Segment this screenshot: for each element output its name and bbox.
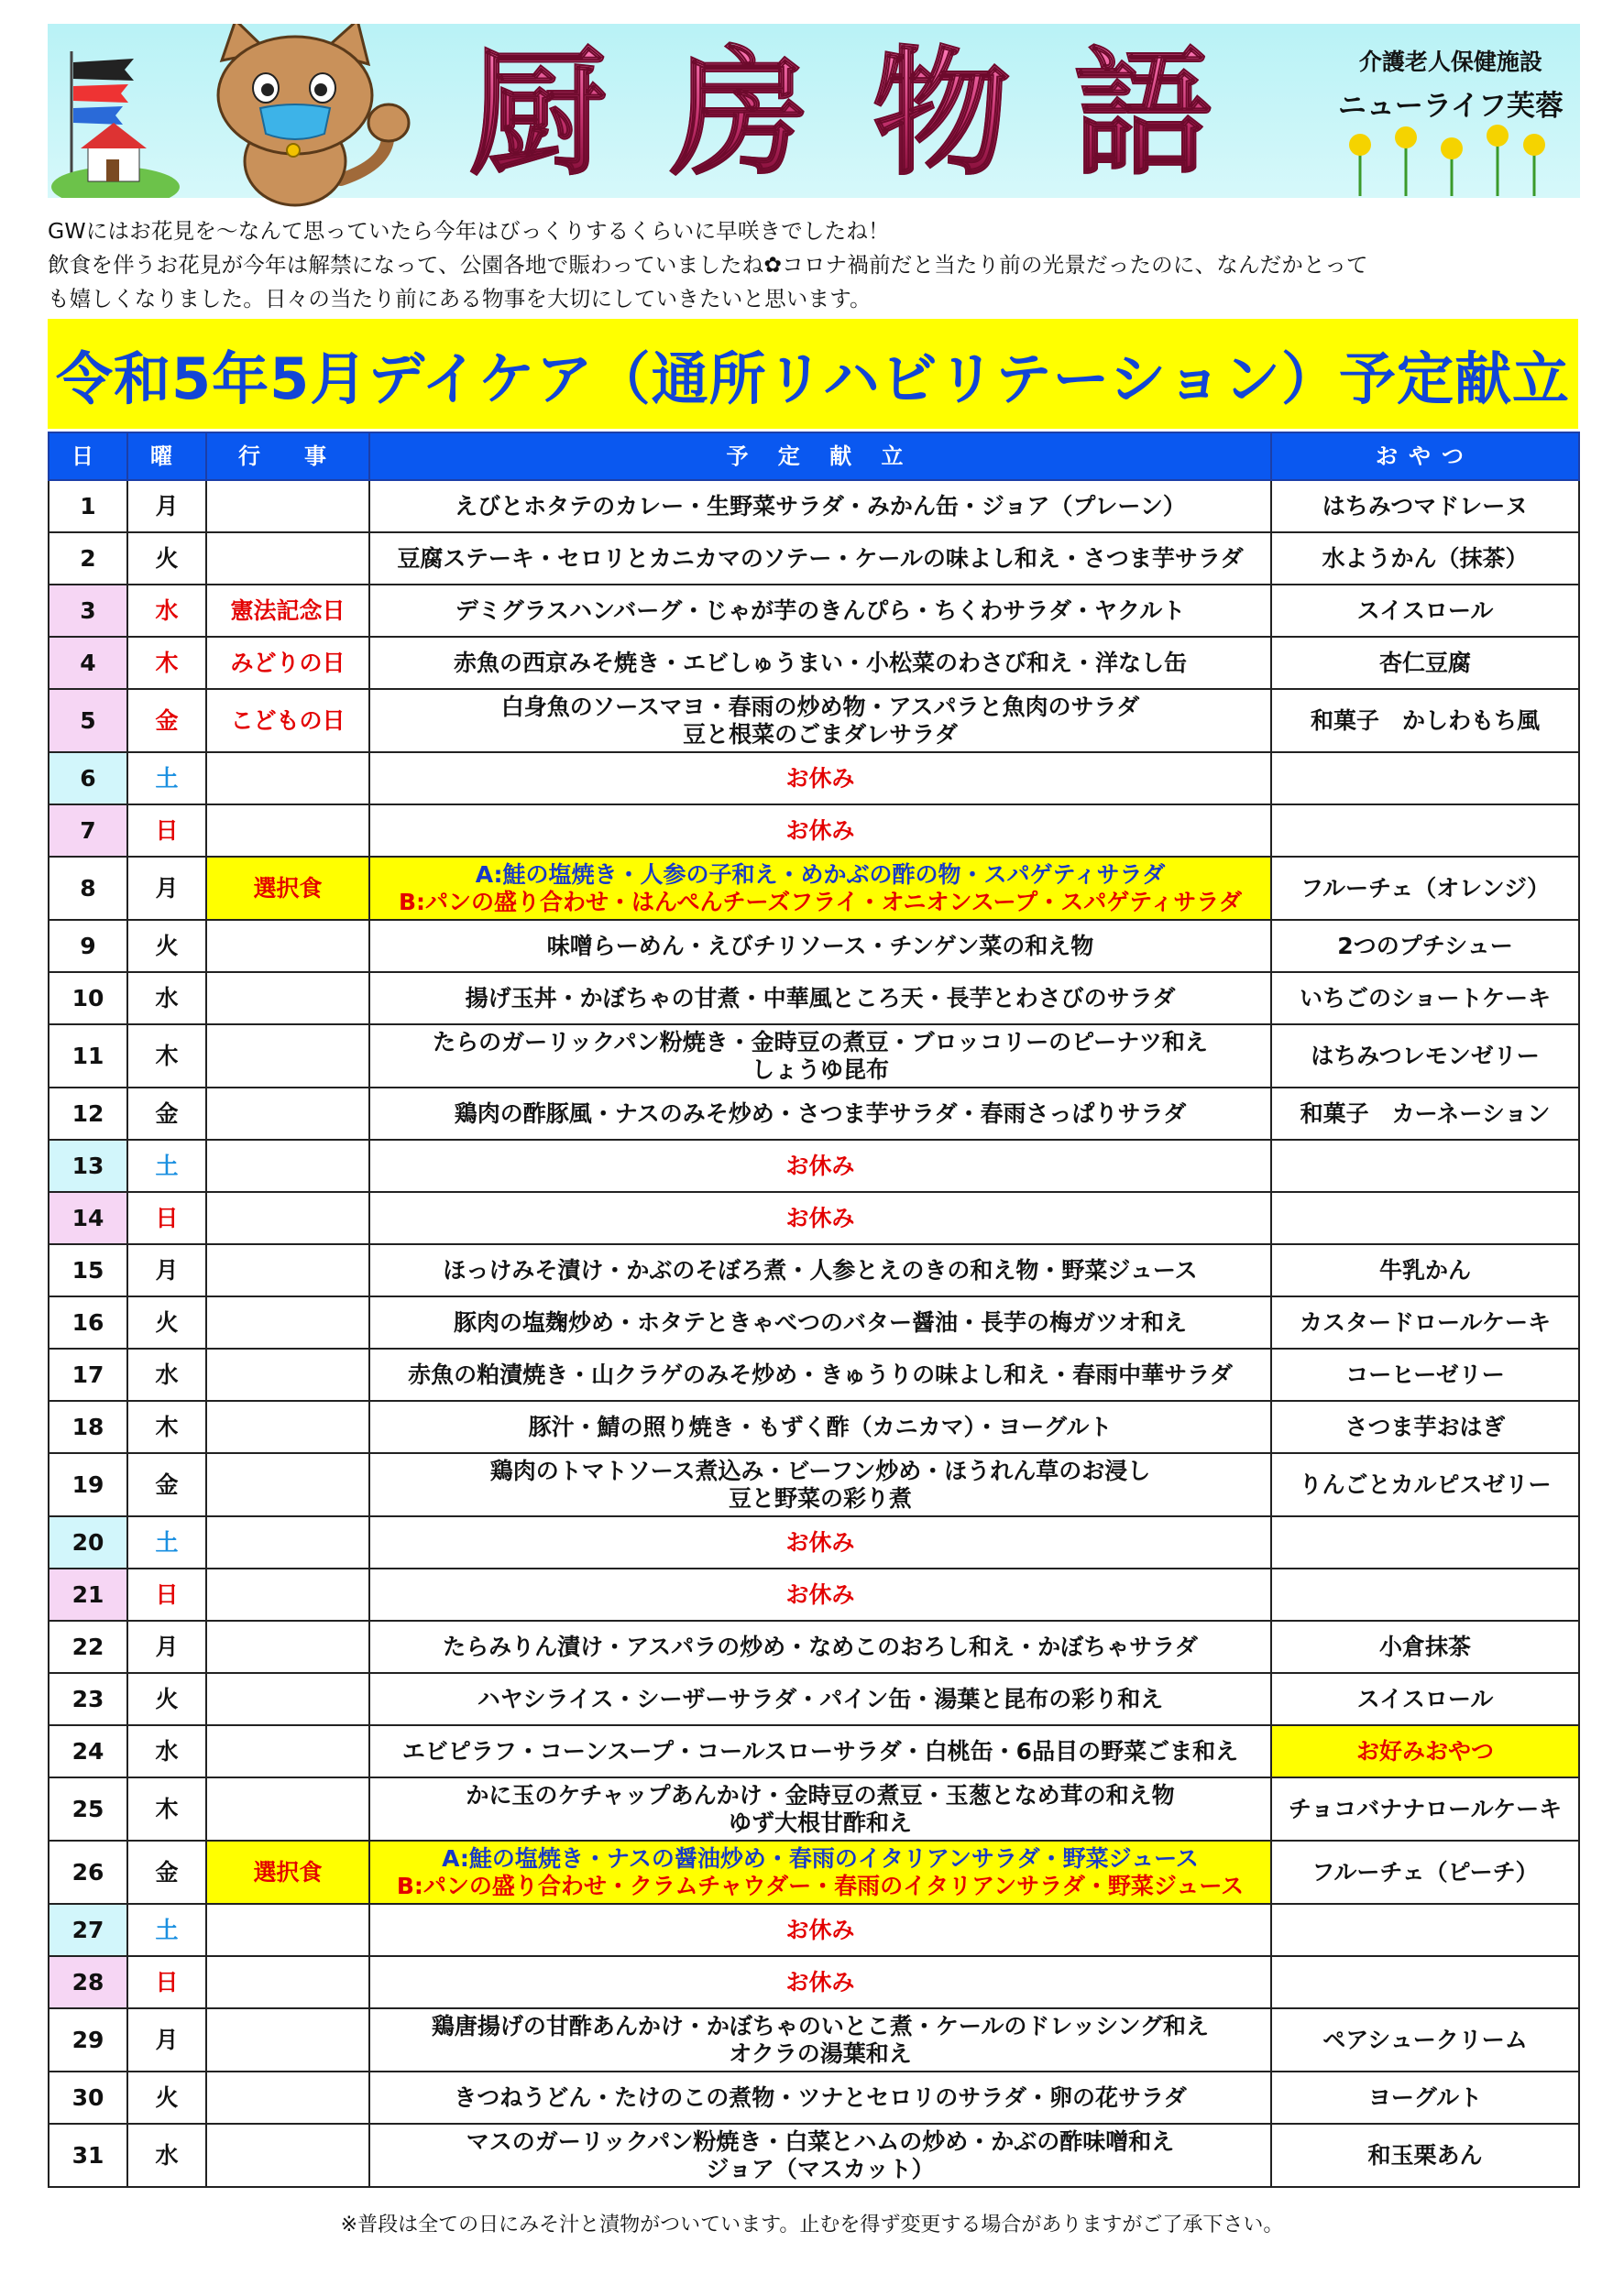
masthead-char: 房	[671, 33, 809, 194]
event-cell: 選択食	[206, 1841, 369, 1904]
menu-option-a: A:鮭の塩焼き・人参の子和え・めかぶの酢の物・スパゲティサラダ	[475, 860, 1166, 888]
menu-cell: お休み	[369, 1516, 1271, 1569]
event-cell	[206, 1725, 369, 1777]
table-row	[49, 1296, 1579, 1349]
menu-cell	[369, 2124, 1271, 2187]
menu-line: 豆腐ステーキ・セロリとカニカマのソテー・ケールの味よし和え・さつま芋サラダ	[397, 544, 1244, 572]
weekday-cell: 火	[127, 532, 206, 585]
menu-line: ほっけみそ漬け・かぶのそぼろ煮・人参とえのきの和え物・野菜ジュース	[443, 1256, 1198, 1284]
weekday-cell: 月	[127, 857, 206, 920]
snack-cell: カスタードロールケーキ	[1271, 1296, 1579, 1349]
day-cell: 31	[49, 2124, 127, 2187]
header-event: 行 事	[206, 432, 369, 480]
snack-cell: 水ようかん（抹茶）	[1271, 532, 1579, 585]
masthead-title	[469, 31, 1212, 196]
rapeseed-flower-icon	[1342, 123, 1553, 196]
menu-cell: お休み	[369, 1904, 1271, 1956]
menu-line: かに玉のケチャップあんかけ・金時豆の煮豆・玉葱となめ茸の和え物	[466, 1781, 1175, 1809]
table-row	[49, 2008, 1579, 2072]
day-cell: 20	[49, 1516, 127, 1569]
day-cell: 9	[49, 920, 127, 972]
day-cell: 3	[49, 585, 127, 637]
header-day: 日	[49, 432, 127, 480]
day-cell: 4	[49, 637, 127, 689]
weekday-cell: 月	[127, 480, 206, 532]
weekday-cell: 木	[127, 1401, 206, 1453]
menu-line: ジョア（マスカット）	[706, 2155, 935, 2182]
event-cell	[206, 1956, 369, 2008]
snack-cell: 杏仁豆腐	[1271, 637, 1579, 689]
menu-line: えびとホタテのカレー・生野菜サラダ・みかん缶・ジョア（プレーン）	[455, 492, 1186, 519]
menu-cell	[369, 532, 1271, 585]
table-row	[49, 1192, 1579, 1244]
menu-line: ハヤシライス・シーザーサラダ・パイン缶・湯葉と昆布の彩り和え	[477, 1685, 1164, 1712]
snack-cell	[1271, 804, 1579, 857]
menu-cell: お休み	[369, 1569, 1271, 1621]
event-cell: みどりの日	[206, 637, 369, 689]
snack-cell	[1271, 1516, 1579, 1569]
day-cell: 11	[49, 1024, 127, 1088]
snack-cell: スイスロール	[1271, 585, 1579, 637]
menu-line: 豚汁・鯖の照り焼き・もずく酢（カニカマ）・ヨーグルト	[528, 1413, 1113, 1440]
day-cell: 6	[49, 752, 127, 804]
snack-cell: はちみつレモンゼリー	[1271, 1024, 1579, 1088]
snack-cell: 牛乳かん	[1271, 1244, 1579, 1296]
menu-line: 鶏唐揚げの甘酢あんかけ・かぼちゃのいとこ煮・ケールのドレッシング和え	[431, 2012, 1210, 2039]
day-cell: 15	[49, 1244, 127, 1296]
menu-cell	[369, 1841, 1271, 1904]
event-cell	[206, 1296, 369, 1349]
day-cell: 29	[49, 2008, 127, 2072]
menu-line: 赤魚の粕漬焼き・山クラゲのみそ炒め・きゅうりの味よし和え・春雨中華サラダ	[408, 1361, 1233, 1388]
day-cell: 10	[49, 972, 127, 1024]
menu-line: デミグラスハンバーグ・じゃが芋のきんぴら・ちくわサラダ・ヤクルト	[455, 596, 1186, 624]
menu-cell	[369, 1244, 1271, 1296]
event-cell	[206, 1024, 369, 1088]
weekday-cell: 木	[127, 1024, 206, 1088]
table-row	[49, 1725, 1579, 1777]
weekday-cell: 木	[127, 637, 206, 689]
menu-heading	[48, 319, 1578, 429]
cat-mascot-icon	[185, 24, 423, 207]
menu-line: 豚肉の塩麹炒め・ホタテときゃべつのバター醤油・長芋の梅ガツオ和え	[453, 1308, 1187, 1336]
event-cell	[206, 2008, 369, 2072]
menu-line: エビピラフ・コーンスープ・コールスローサラダ・白桃缶・6品目の野菜ごま和え	[401, 1737, 1239, 1765]
day-cell: 28	[49, 1956, 127, 2008]
menu-cell	[369, 1296, 1271, 1349]
weekday-cell: 土	[127, 1904, 206, 1956]
event-cell	[206, 1401, 369, 1453]
menu-cell	[369, 689, 1271, 752]
event-cell	[206, 972, 369, 1024]
event-cell: 憲法記念日	[206, 585, 369, 637]
day-cell: 25	[49, 1777, 127, 1841]
snack-cell: はちみつマドレーヌ	[1271, 480, 1579, 532]
weekday-cell: 金	[127, 1453, 206, 1516]
menu-table	[48, 432, 1580, 2188]
snack-cell: 和玉栗あん	[1271, 2124, 1579, 2187]
menu-option-a: A:鮭の塩焼き・ナスの醤油炒め・春雨のイタリアンサラダ・野菜ジュース	[442, 1844, 1199, 1872]
menu-line: 豆と野菜の彩り煮	[728, 1484, 912, 1512]
day-cell: 21	[49, 1569, 127, 1621]
weekday-cell: 土	[127, 1516, 206, 1569]
table-row	[49, 480, 1579, 532]
snack-cell: りんごとカルピスゼリー	[1271, 1453, 1579, 1516]
snack-cell: 2つのプチシュー	[1271, 920, 1579, 972]
weekday-cell: 水	[127, 585, 206, 637]
day-cell: 26	[49, 1841, 127, 1904]
event-cell	[206, 1673, 369, 1725]
table-row	[49, 1777, 1579, 1841]
snack-cell	[1271, 1192, 1579, 1244]
event-cell	[206, 920, 369, 972]
menu-cell: お休み	[369, 1192, 1271, 1244]
table-row	[49, 1569, 1579, 1621]
weekday-cell: 月	[127, 1621, 206, 1673]
day-cell: 19	[49, 1453, 127, 1516]
snack-cell: 和菓子 カーネーション	[1271, 1088, 1579, 1140]
footnote: ※普段は全ての日にみそ汁と漬物がついています。止むを得ず変更する場合がありますがご了承下さい。	[340, 2214, 1284, 2236]
menu-cell: お休み	[369, 752, 1271, 804]
day-cell: 18	[49, 1401, 127, 1453]
intro-line: 飲食を伴うお花見が今年は解禁になって、公園各地で賑わっていましたね✿コロナ禍前だと当たり前の光景だったのに、なんだかとって	[48, 252, 1368, 278]
snack-cell: お好みおやつ	[1271, 1725, 1579, 1777]
snack-cell	[1271, 1569, 1579, 1621]
table-row	[49, 689, 1579, 752]
snack-cell: フルーチェ（オレンジ）	[1271, 857, 1579, 920]
event-cell	[206, 1777, 369, 1841]
event-cell	[206, 480, 369, 532]
weekday-cell: 土	[127, 1140, 206, 1192]
header-weekday: 曜	[127, 432, 206, 480]
menu-cell: お休み	[369, 1956, 1271, 2008]
menu-line: 味噌らーめん・えびチリソース・チンゲン菜の和え物	[546, 932, 1094, 959]
weekday-cell: 土	[127, 752, 206, 804]
weekday-cell: 水	[127, 2124, 206, 2187]
menu-cell	[369, 1453, 1271, 1516]
day-cell: 8	[49, 857, 127, 920]
snack-cell	[1271, 1956, 1579, 2008]
weekday-cell: 月	[127, 1244, 206, 1296]
menu-option-b: B:パンの盛り合わせ・クラムチャウダー・春雨のイタリアンサラダ・野菜ジュース	[396, 1872, 1245, 1899]
table-row	[49, 2124, 1579, 2187]
menu-cell	[369, 585, 1271, 637]
table-row	[49, 1140, 1579, 1192]
table-row	[49, 972, 1579, 1024]
facility-title: ニューライフ芙蓉	[1337, 90, 1564, 123]
event-cell	[206, 752, 369, 804]
day-cell: 16	[49, 1296, 127, 1349]
menu-cell	[369, 2072, 1271, 2124]
menu-line: ゆず大根甘酢和え	[728, 1809, 912, 1836]
snack-cell: スイスロール	[1271, 1673, 1579, 1725]
event-cell	[206, 1192, 369, 1244]
menu-cell: お休み	[369, 1140, 1271, 1192]
table-row	[49, 2072, 1579, 2124]
menu-heading-text: 令和5年5月デイケア（通所リハビリテーション）予定献立	[55, 344, 1571, 412]
day-cell: 17	[49, 1349, 127, 1401]
intro-line: も嬉しくなりました。日々の当たり前にある物事を大切にしていきたいと思います。	[48, 286, 872, 312]
snack-cell: フルーチェ（ピーチ）	[1271, 1841, 1579, 1904]
menu-line: 鶏肉の酢豚風・ナスのみそ炒め・さつま芋サラダ・春雨さっぱりサラダ	[454, 1099, 1187, 1127]
table-row	[49, 1349, 1579, 1401]
day-cell: 24	[49, 1725, 127, 1777]
snack-cell	[1271, 1140, 1579, 1192]
table-header-row	[49, 432, 1579, 480]
menu-cell	[369, 1777, 1271, 1841]
menu-cell	[369, 1673, 1271, 1725]
event-cell	[206, 804, 369, 857]
weekday-cell: 火	[127, 1673, 206, 1725]
event-cell	[206, 1349, 369, 1401]
snack-cell: ペアシュークリーム	[1271, 2008, 1579, 2072]
day-cell: 23	[49, 1673, 127, 1725]
table-row	[49, 857, 1579, 920]
masthead-char: 物	[872, 33, 1011, 194]
weekday-cell: 日	[127, 1192, 206, 1244]
weekday-cell: 日	[127, 1569, 206, 1621]
event-cell	[206, 1621, 369, 1673]
event-cell: 選択食	[206, 857, 369, 920]
menu-line: きつねうどん・たけのこの煮物・ツナとセロリのサラダ・卵の花サラダ	[454, 2083, 1187, 2111]
table-row	[49, 804, 1579, 857]
menu-cell	[369, 920, 1271, 972]
day-cell: 14	[49, 1192, 127, 1244]
header-snack: おやつ	[1271, 432, 1579, 480]
snack-cell: コーヒーゼリー	[1271, 1349, 1579, 1401]
day-cell: 7	[49, 804, 127, 857]
weekday-cell: 金	[127, 689, 206, 752]
menu-cell	[369, 1401, 1271, 1453]
event-cell	[206, 532, 369, 585]
event-cell	[206, 1453, 369, 1516]
weekday-cell: 日	[127, 804, 206, 857]
menu-line: 赤魚の西京みそ焼き・エビしゅうまい・小松菜のわさび和え・洋なし缶	[453, 649, 1187, 676]
table-row	[49, 1244, 1579, 1296]
menu-cell	[369, 480, 1271, 532]
menu-cell: お休み	[369, 804, 1271, 857]
menu-line: 揚げ玉丼・かぼちゃの甘煮・中華風ところ天・長芋とわさびのサラダ	[465, 984, 1176, 1011]
table-row	[49, 1841, 1579, 1904]
event-cell	[206, 1904, 369, 1956]
table-row	[49, 920, 1579, 972]
snack-cell: 小倉抹茶	[1271, 1621, 1579, 1673]
menu-line: 鶏肉のトマトソース煮込み・ビーフン炒め・ほうれん草のお浸し	[489, 1457, 1151, 1484]
menu-cell	[369, 1088, 1271, 1140]
header-banner	[48, 24, 1580, 198]
day-cell: 1	[49, 480, 127, 532]
event-cell	[206, 2124, 369, 2187]
menu-line: オクラの湯葉和え	[729, 2039, 912, 2067]
weekday-cell: 火	[127, 920, 206, 972]
menu-line: マスのガーリックパン粉焼き・白菜とハムの炒め・かぶの酢味噌和え	[466, 2127, 1175, 2155]
table-row	[49, 637, 1579, 689]
snack-cell: さつま芋おはぎ	[1271, 1401, 1579, 1453]
table-row	[49, 585, 1579, 637]
weekday-cell: 月	[127, 2008, 206, 2072]
table-row	[49, 1621, 1579, 1673]
menu-line: 白身魚のソースマヨ・春雨の炒め物・アスパラと魚肉のサラダ	[500, 693, 1140, 720]
menu-cell	[369, 857, 1271, 920]
day-cell: 12	[49, 1088, 127, 1140]
menu-cell	[369, 1621, 1271, 1673]
snack-cell: いちごのショートケーキ	[1271, 972, 1579, 1024]
day-cell: 2	[49, 532, 127, 585]
event-cell	[206, 1569, 369, 1621]
menu-cell	[369, 1024, 1271, 1088]
menu-line: 豆と根菜のごまダレサラダ	[683, 720, 958, 748]
table-row	[49, 1516, 1579, 1569]
table-row	[49, 1956, 1579, 2008]
menu-cell	[369, 2008, 1271, 2072]
table-row	[49, 1088, 1579, 1140]
event-cell	[206, 1140, 369, 1192]
table-row	[49, 1904, 1579, 1956]
weekday-cell: 金	[127, 1841, 206, 1904]
day-cell: 5	[49, 689, 127, 752]
day-cell: 27	[49, 1904, 127, 1956]
snack-cell	[1271, 752, 1579, 804]
event-cell	[206, 1244, 369, 1296]
weekday-cell: 火	[127, 2072, 206, 2124]
table-row	[49, 1024, 1579, 1088]
intro-message	[48, 214, 1597, 316]
day-cell: 30	[49, 2072, 127, 2124]
snack-cell: 和菓子 かしわもち風	[1271, 689, 1579, 752]
intro-line: GWにはお花見を～なんて思っていたら今年はびっくりするくらいに早咲きでしたね！	[48, 218, 890, 244]
weekday-cell: 水	[127, 1349, 206, 1401]
snack-cell: チョコバナナロールケーキ	[1271, 1777, 1579, 1841]
event-cell: こどもの日	[206, 689, 369, 752]
koinobori-house-icon	[51, 42, 180, 198]
weekday-cell: 木	[127, 1777, 206, 1841]
masthead-char: 語	[1074, 33, 1213, 194]
table-row	[49, 532, 1579, 585]
event-cell	[206, 1088, 369, 1140]
menu-option-b: B:パンの盛り合わせ・はんぺんチーズフライ・オニオンスープ・スパゲティサラダ	[398, 888, 1243, 915]
menu-cell	[369, 1349, 1271, 1401]
event-cell	[206, 2072, 369, 2124]
table-row	[49, 1401, 1579, 1453]
day-cell: 22	[49, 1621, 127, 1673]
menu-cell	[369, 972, 1271, 1024]
day-cell: 13	[49, 1140, 127, 1192]
masthead-char: 厨	[469, 33, 608, 194]
facility-name	[1338, 44, 1564, 124]
menu-cell	[369, 637, 1271, 689]
table-row	[49, 1453, 1579, 1516]
snack-cell: ヨーグルト	[1271, 2072, 1579, 2124]
weekday-cell: 水	[127, 972, 206, 1024]
header-menu: 予 定 献 立	[369, 432, 1271, 480]
menu-cell	[369, 1725, 1271, 1777]
weekday-cell: 金	[127, 1088, 206, 1140]
weekday-cell: 日	[127, 1956, 206, 2008]
menu-line: たらみりん漬け・アスパラの炒め・なめこのおろし和え・かぼちゃサラダ	[443, 1633, 1198, 1660]
menu-line: たらのガーリックパン粉焼き・金時豆の煮豆・ブロッコリーのピーナツ和え	[433, 1028, 1208, 1055]
event-cell	[206, 1516, 369, 1569]
weekday-cell: 水	[127, 1725, 206, 1777]
table-row	[49, 1673, 1579, 1725]
weekday-cell: 火	[127, 1296, 206, 1349]
table-row	[49, 752, 1579, 804]
facility-type: 介護老人保健施設	[1358, 49, 1542, 75]
menu-line: しょうゆ昆布	[751, 1055, 889, 1083]
snack-cell	[1271, 1904, 1579, 1956]
